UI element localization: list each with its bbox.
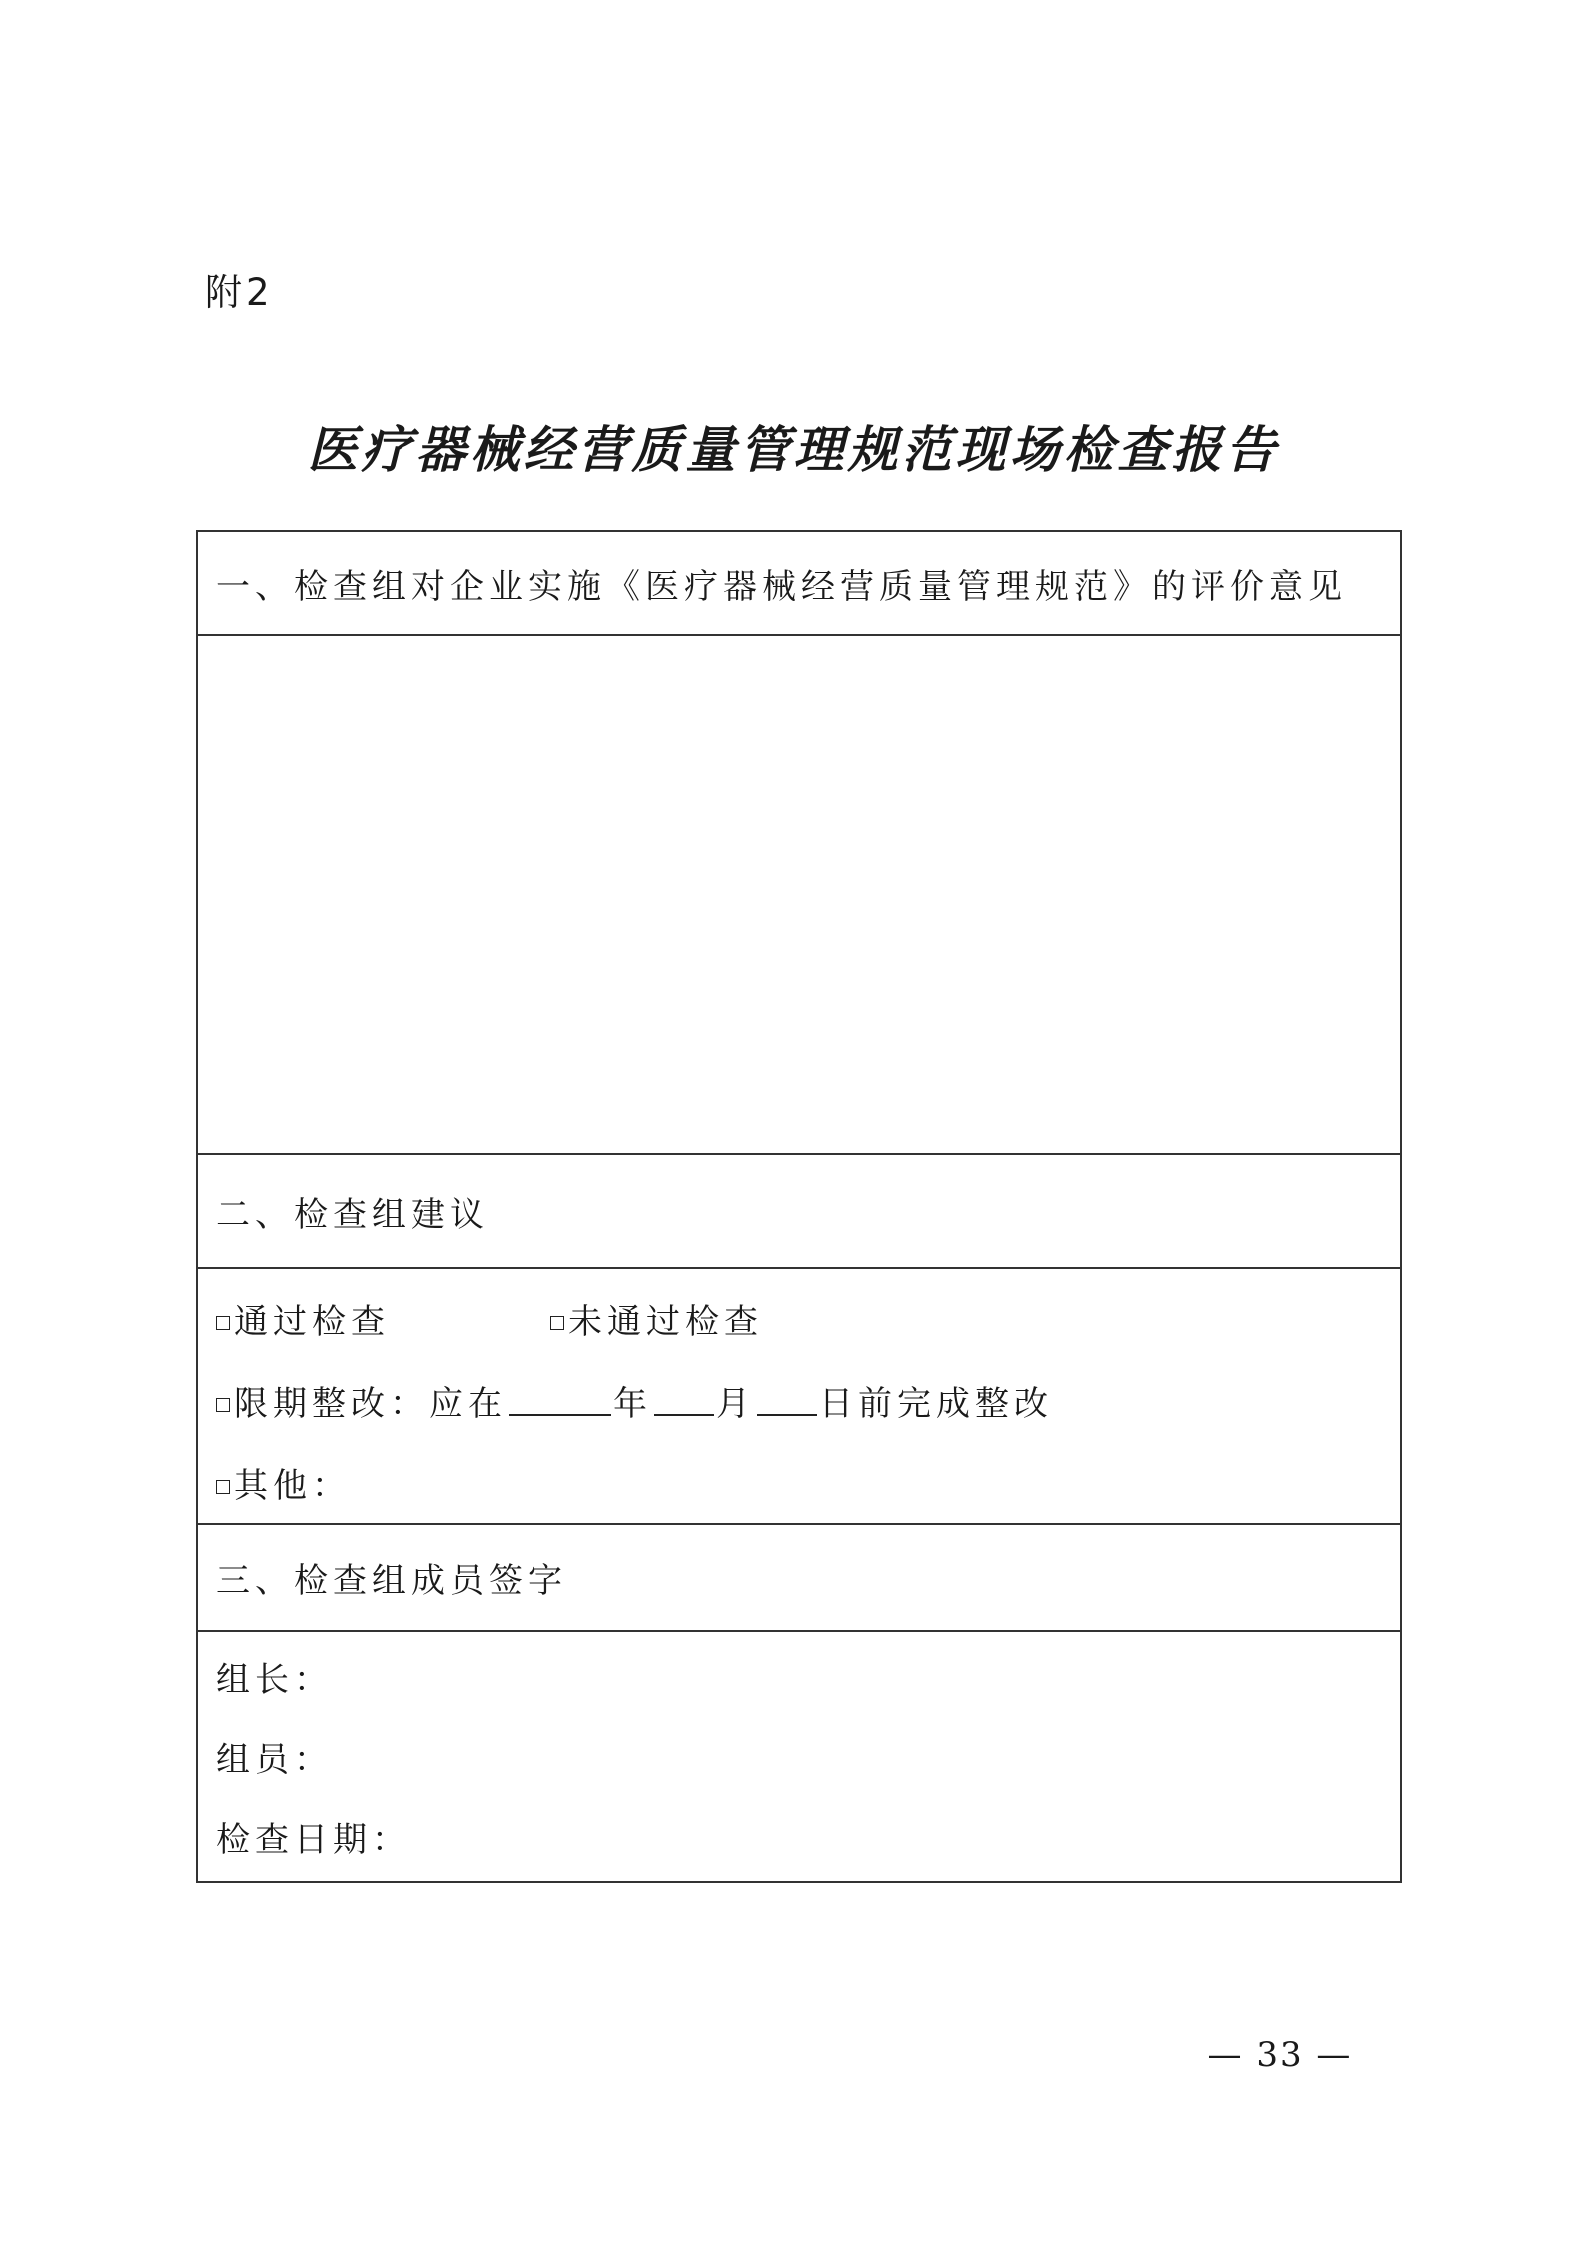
leader-label: 组长： [216, 1659, 333, 1700]
rectify-month-label: 月 [716, 1383, 755, 1424]
evaluation-opinion-area[interactable] [197, 635, 1401, 1154]
fail-label: 未通过检查 [568, 1301, 763, 1342]
report-title: 医疗器械经营质量管理规范现场检查报告 [307, 420, 1280, 479]
inspection-date-label: 检查日期： [216, 1819, 411, 1860]
recommendation-options [197, 1268, 1401, 1524]
fail-checkbox[interactable] [550, 1316, 564, 1330]
inspection-report-table [196, 530, 1402, 1883]
section3-heading: 三、检查组成员签字 [197, 1524, 1401, 1631]
other-label: 其他： [234, 1465, 351, 1506]
rectify-checkbox[interactable] [216, 1398, 230, 1412]
rectify-day-blank[interactable] [757, 1384, 817, 1416]
rectify-year-label: 年 [613, 1383, 652, 1424]
rectify-month-blank[interactable] [654, 1384, 714, 1416]
signature-area [197, 1631, 1401, 1882]
section1-heading: 一、检查组对企业实施《医疗器械经营质量管理规范》的评价意见 [197, 531, 1401, 635]
rectify-prefix: 限期整改：应在 [234, 1383, 507, 1424]
page-number: — 33 — [1207, 2035, 1353, 2075]
rectify-year-blank[interactable] [509, 1384, 611, 1416]
annex-label: 附2 [205, 271, 274, 314]
pass-label: 通过检查 [234, 1301, 390, 1342]
other-checkbox[interactable] [216, 1480, 230, 1494]
section2-heading: 二、检查组建议 [197, 1154, 1401, 1268]
member-label: 组员： [216, 1739, 333, 1780]
rectify-suffix: 日前完成整改 [819, 1383, 1053, 1424]
pass-checkbox[interactable] [216, 1316, 230, 1330]
